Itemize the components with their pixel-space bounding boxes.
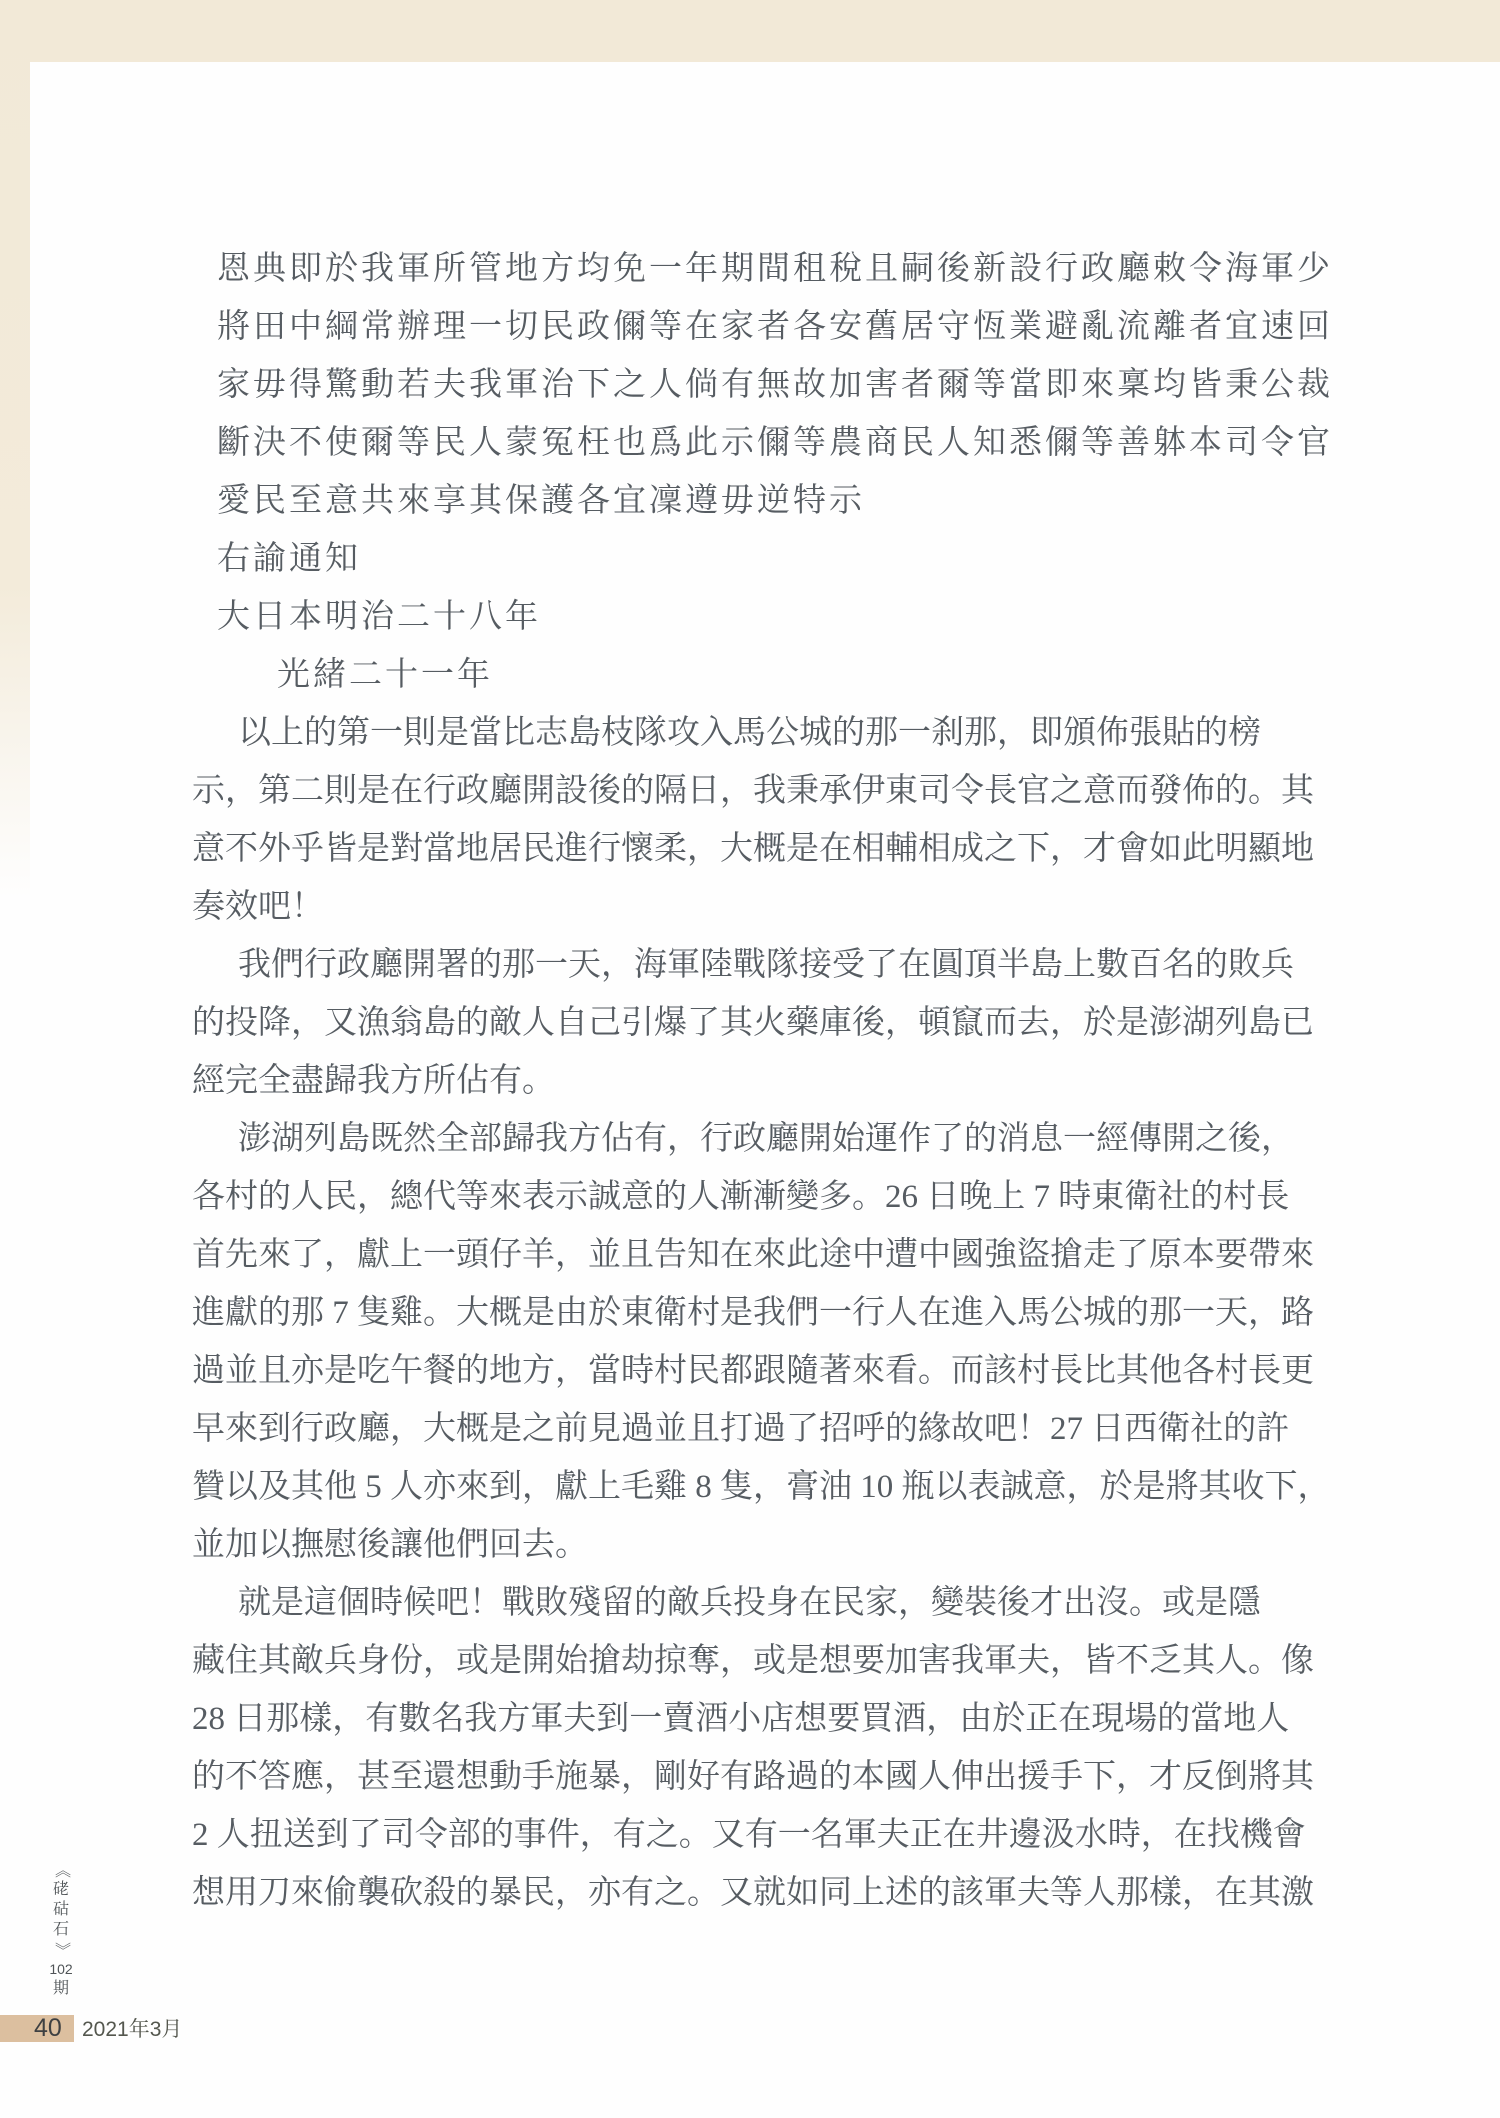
text-line: 28 日那樣，有數名我方軍夫到一賣酒小店想要買酒，由於正在現場的當地人 [192, 1701, 1290, 1737]
text-line: 奏效吧！ [192, 889, 324, 925]
journal-title-char: 》 [52, 1941, 70, 1959]
journal-title-char: 期 [52, 1980, 69, 1997]
scan-top-edge-band [0, 0, 1500, 62]
text-line: 大日本明治二十八年 [217, 599, 541, 635]
text-line: 贊以及其他 5 人亦來到，獻上毛雞 8 隻，膏油 10 瓶以表誠意，於是將其收下， [192, 1469, 1331, 1505]
text-line: 就是這個時候吧！戰敗殘留的敵兵投身在民家，變裝後才出沒。或是隱 [238, 1585, 1261, 1621]
journal-title-char: 𥑮 [52, 1901, 69, 1918]
text-line: 的不答應，甚至還想動手施暴，剛好有路過的本國人伸出援手下，才反倒將其 [192, 1759, 1314, 1795]
text-line: 過並且亦是吃午餐的地方，當時村民都跟隨著來看。而該村長比其他各村長更 [192, 1353, 1314, 1389]
text-line: 將田中綱常辦理一切民政儞等在家者各安舊居守恆業避亂流離者宜速回 [217, 309, 1333, 345]
journal-title-char: 硓 [52, 1881, 69, 1898]
text-line: 恩典即於我軍所管地方均免一年期間租稅且嗣後新設行政廳敕令海軍少 [217, 251, 1333, 287]
text-line: 以上的第一則是當比志島枝隊攻入馬公城的那一刹那，即頒佈張貼的榜 [238, 715, 1261, 751]
page-text-block [192, 240, 1352, 1922]
text-line: 2 人扭送到了司令部的事件，有之。又有一名軍夫正在井邊汲水時，在找機會 [192, 1817, 1306, 1853]
text-line: 右諭通知 [217, 541, 361, 577]
journal-title-char: 石 [52, 1921, 69, 1938]
text-line: 並加以撫慰後讓他們回去。 [192, 1527, 588, 1563]
text-line: 澎湖列島既然全部歸我方佔有，行政廳開始運作了的消息一經傳開之後， [238, 1121, 1294, 1157]
page-number: 40 [34, 2014, 62, 2042]
text-line: 的投降，又漁翁島的敵人自己引爆了其火藥庫後，頓竄而去，於是澎湖列島已 [192, 1005, 1314, 1041]
text-line: 進獻的那 7 隻雞。大概是由於東衛村是我們一行人在進入馬公城的那一天，路 [192, 1295, 1314, 1331]
text-line: 想用刀來偷襲砍殺的暴民，亦有之。又就如同上述的該軍夫等人那樣，在其激 [192, 1875, 1314, 1911]
page-number-strip [0, 2015, 74, 2042]
text-line: 藏住其敵兵身份，或是開始搶劫掠奪，或是想要加害我軍夫，皆不乏其人。像 [192, 1643, 1314, 1679]
text-line: 家毋得驚動若夫我軍治下之人倘有無故加害者爾等當即來稟均皆秉公裁 [217, 367, 1333, 403]
text-line: 首先來了，獻上一頭仔羊，並且告知在來此途中遭中國強盜搶走了原本要帶來 [192, 1237, 1314, 1273]
text-line: 早來到行政廳，大概是之前見過並且打過了招呼的緣故吧！27 日西衛社的許 [192, 1411, 1290, 1447]
text-line: 示，第二則是在行政廳開設後的隔日，我秉承伊東司令長官之意而發佈的。其 [192, 773, 1314, 809]
text-line: 各村的人民，總代等來表示誠意的人漸漸變多。26 日晚上 7 時東衛社的村長 [192, 1179, 1290, 1215]
text-line: 意不外乎皆是對當地居民進行懷柔，大概是在相輔相成之下，才會如此明顯地 [192, 831, 1314, 867]
text-line: 愛民至意共來享其保護各宜凜遵毋逆特示 [217, 483, 865, 519]
text-line: 我們行政廳開署的那一天，海軍陸戰隊接受了在圓頂半島上數百名的敗兵 [238, 947, 1294, 983]
text-line: 光緒二十一年 [277, 657, 493, 693]
journal-title-char: 102 [49, 1961, 73, 1977]
text-line: 經完全盡歸我方所佔有。 [192, 1063, 555, 1099]
journal-title-char: 《 [52, 1861, 70, 1879]
journal-title-vertical [46, 1860, 76, 1999]
scan-left-edge-band [0, 0, 30, 900]
issue-date: 2021年3月 [82, 2018, 183, 2041]
text-line: 斷決不使爾等民人蒙冤枉也爲此示儞等農商民人知悉儞等善躰本司令官 [217, 425, 1333, 461]
